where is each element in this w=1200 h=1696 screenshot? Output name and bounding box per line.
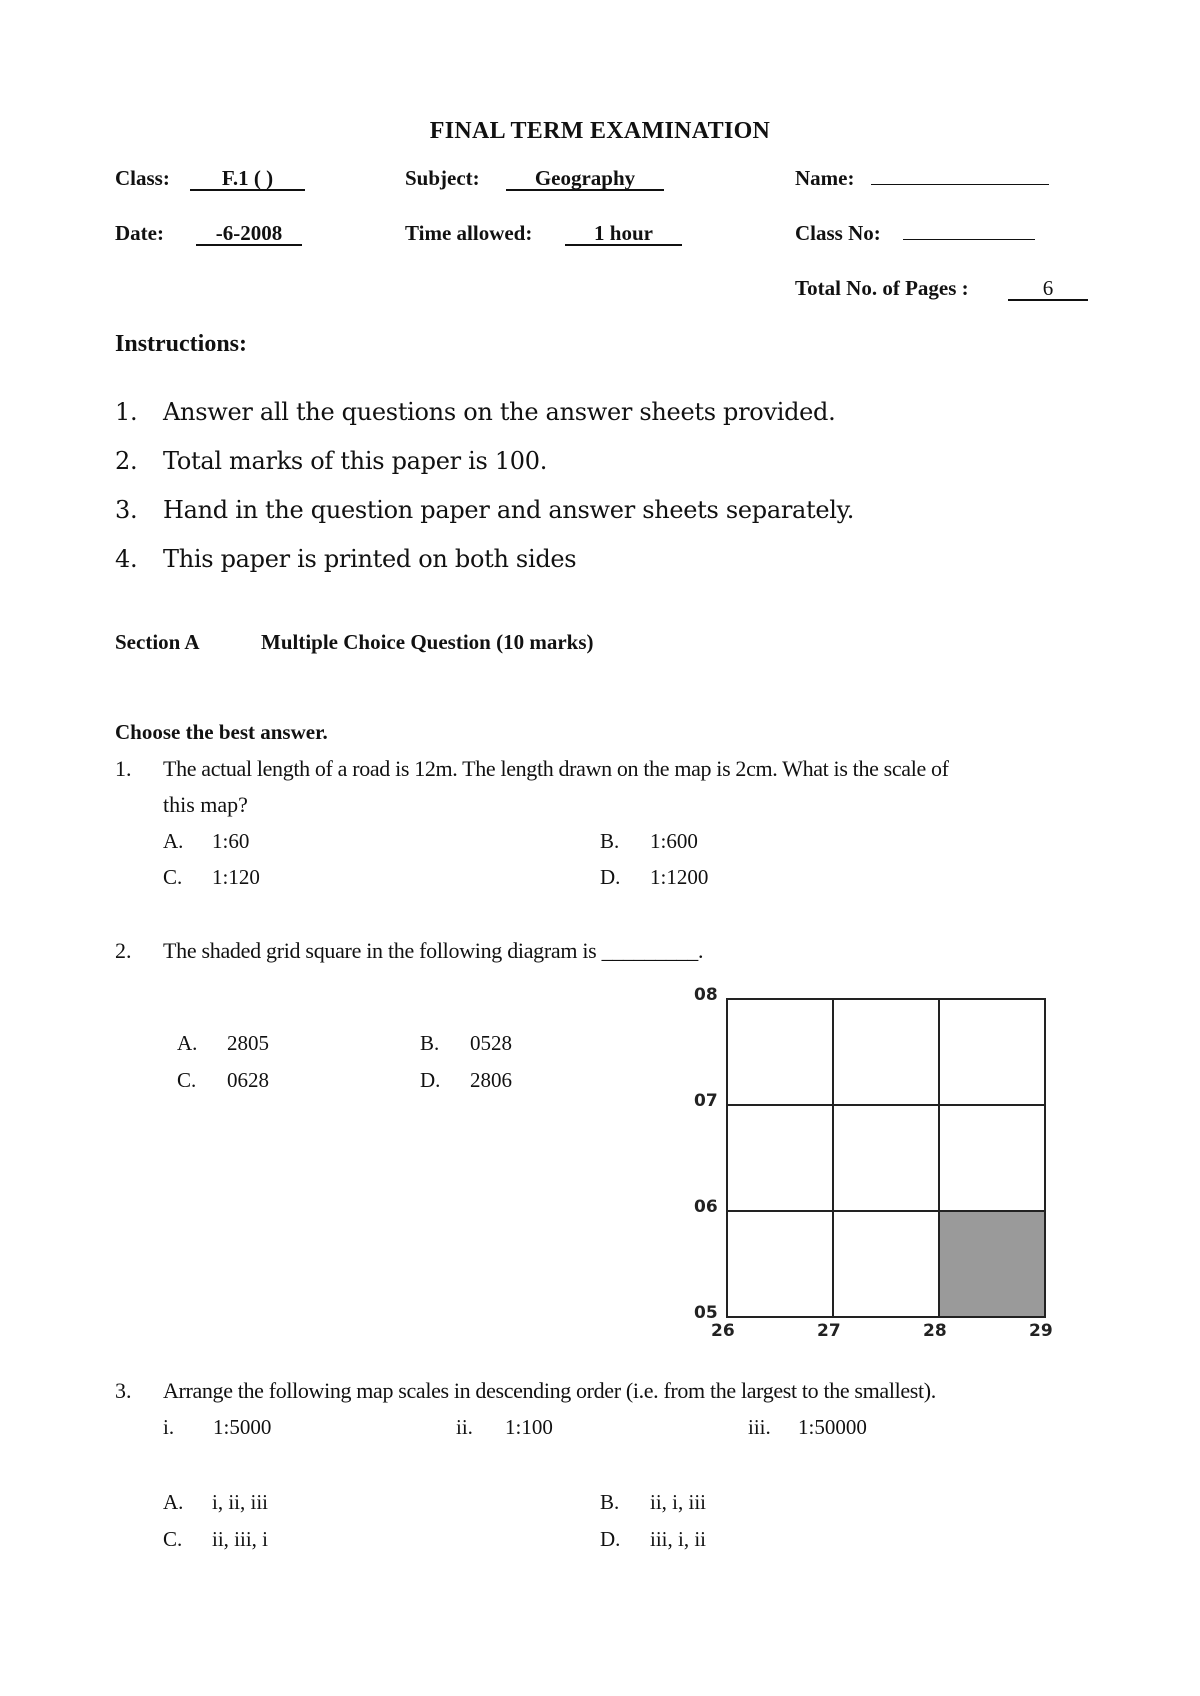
easting-label: 28	[923, 1321, 947, 1341]
class-no-blank[interactable]	[903, 221, 1035, 245]
subject-value	[506, 166, 664, 191]
q3-scale-i-number: i.	[163, 1415, 175, 1439]
q3-option-d-letter: D.	[600, 1527, 621, 1551]
q1-option-a[interactable]: 1:60	[212, 829, 250, 853]
easting-label: 26	[711, 1321, 735, 1341]
instruction-number: 1.	[115, 398, 138, 426]
subject-label: Subject:	[405, 166, 480, 190]
instruction-text: Answer all the questions on the answer sheets provided.	[163, 398, 836, 426]
q3-option-d[interactable]: iii, i, ii	[650, 1527, 707, 1551]
q2-option-b[interactable]: 0528	[470, 1031, 512, 1055]
section-label: Section A	[115, 630, 200, 654]
pages-label: Total No. of Pages :	[795, 276, 969, 300]
class-value-text: F.1 ( )	[190, 167, 305, 191]
grid-svg	[690, 985, 1090, 1345]
name-blank-line[interactable]	[871, 166, 1049, 185]
grid-diagram	[690, 985, 1090, 1345]
section-title: Multiple Choice Question (10 marks)	[261, 630, 594, 654]
q3-scale-iii: 1:50000	[798, 1415, 867, 1439]
q1-option-d[interactable]: 1:1200	[650, 865, 709, 889]
q1-option-b-letter: B.	[600, 829, 620, 853]
q2-option-c[interactable]: 0628	[227, 1068, 269, 1092]
q1-option-b[interactable]: 1:600	[650, 829, 698, 853]
instruction-text: Total marks of this paper is 100.	[163, 447, 548, 475]
q2-option-a[interactable]: 2805	[227, 1031, 269, 1055]
subject-value-text: Geography	[506, 167, 664, 191]
easting-label: 29	[1029, 1321, 1053, 1341]
question-1-number: 1.	[115, 756, 132, 781]
q3-option-b[interactable]: ii, i, iii	[650, 1490, 707, 1514]
instruction-number: 4.	[115, 545, 138, 573]
q3-option-a-letter: A.	[163, 1490, 184, 1514]
shaded-grid-square	[939, 1211, 1045, 1317]
exam-title: FINAL TERM EXAMINATION	[429, 118, 771, 144]
instruction-item	[115, 545, 1115, 575]
easting-label: 27	[817, 1321, 841, 1341]
pages-value-text: 6	[1008, 277, 1088, 301]
time-label: Time allowed:	[405, 221, 533, 245]
question-1-text: The actual length of a road is 12m. The length drawn on the map is 2cm. What is the scale of	[163, 756, 949, 781]
q2-option-b-letter: B.	[420, 1031, 440, 1055]
q2-option-d[interactable]: 2806	[470, 1068, 512, 1092]
q3-option-b-letter: B.	[600, 1490, 620, 1514]
q3-option-a[interactable]: i, ii, iii	[212, 1490, 269, 1514]
class-no-blank-line[interactable]	[903, 221, 1035, 240]
question-1-text-cont: this map?	[163, 792, 248, 817]
q3-option-c[interactable]: ii, iii, i	[212, 1527, 269, 1551]
instruction-text: Hand in the question paper and answer sheets separately.	[163, 496, 855, 524]
q3-scale-ii: 1:100	[505, 1415, 553, 1439]
pages-value	[1008, 276, 1088, 301]
name-blank[interactable]	[871, 166, 1049, 190]
northing-label: 07	[694, 1091, 718, 1111]
instruction-number: 3.	[115, 496, 138, 524]
q2-option-a-letter: A.	[177, 1031, 198, 1055]
northing-label: 05	[694, 1303, 718, 1323]
date-value	[196, 221, 302, 246]
choose-label: Choose the best answer.	[115, 720, 328, 744]
instructions-heading: Instructions:	[115, 331, 248, 357]
question-2-number: 2.	[115, 938, 132, 963]
q1-option-a-letter: A.	[163, 829, 184, 853]
northing-label: 06	[694, 1197, 718, 1217]
q2-option-c-letter: C.	[177, 1068, 197, 1092]
q3-scale-ii-number: ii.	[456, 1415, 473, 1439]
question-2-text: The shaded grid square in the following diagram is _________.	[163, 938, 704, 963]
instruction-number: 2.	[115, 447, 138, 475]
q2-option-d-letter: D.	[420, 1068, 441, 1092]
question-3-text: Arrange the following map scales in descending order (i.e. from the largest to the smallest).	[163, 1378, 936, 1403]
question-3-number: 3.	[115, 1378, 132, 1403]
northing-label: 08	[694, 985, 718, 1005]
date-label: Date:	[115, 221, 164, 245]
class-no-label: Class No:	[795, 221, 881, 245]
q3-scale-iii-number: iii.	[748, 1415, 771, 1439]
q1-option-c[interactable]: 1:120	[212, 865, 260, 889]
q1-option-c-letter: C.	[163, 865, 183, 889]
class-label: Class:	[115, 166, 170, 190]
instruction-item	[115, 398, 1115, 428]
time-value	[565, 221, 682, 246]
instruction-item	[115, 447, 1115, 477]
name-label: Name:	[795, 166, 855, 190]
time-value-text: 1 hour	[565, 222, 682, 246]
instruction-item	[115, 496, 1115, 526]
q3-option-c-letter: C.	[163, 1527, 183, 1551]
date-value-text: -6-2008	[196, 222, 302, 246]
class-value	[190, 166, 305, 191]
instruction-text: This paper is printed on both sides	[163, 545, 577, 573]
q1-option-d-letter: D.	[600, 865, 621, 889]
q3-scale-i: 1:5000	[213, 1415, 272, 1439]
